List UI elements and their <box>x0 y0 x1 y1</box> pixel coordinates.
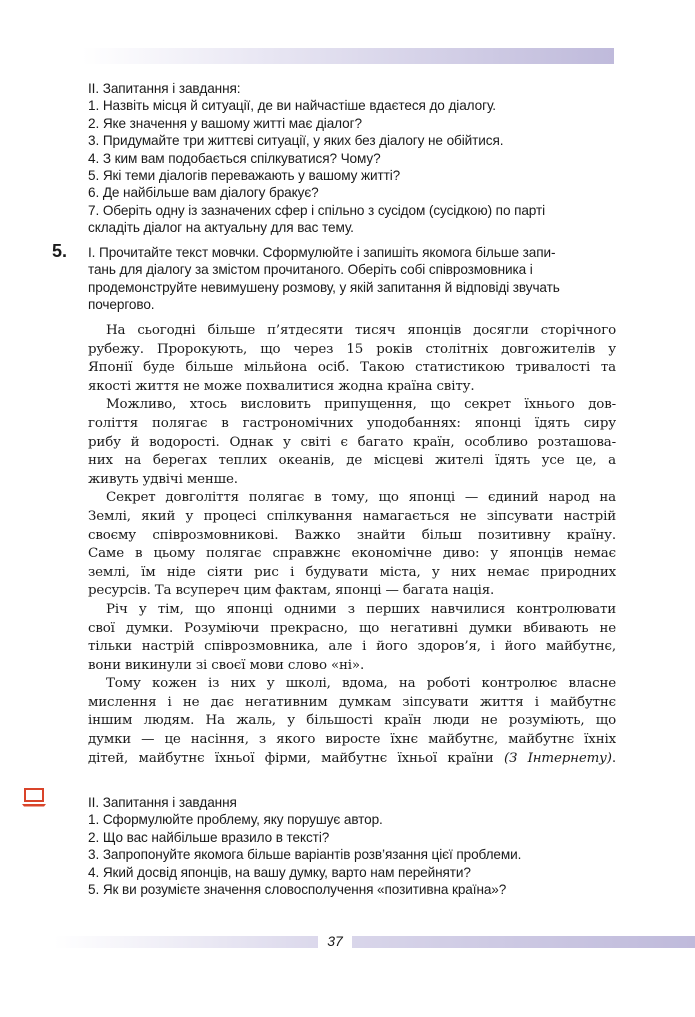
question-item: 4. Який досвід японців, на вашу думку, варто нам перейняти? <box>88 864 471 880</box>
instruction-line: I. Прочитайте текст мовчки. Сформулюйте і запишіть якомога більше запи- <box>88 245 556 260</box>
article-line: мислення і не дає негативним думкам зіпсувати життя і майбутнє <box>88 694 616 710</box>
article-line: свої думки. Розуміючи прекрасно, що негативні думки вбивають не <box>88 620 616 636</box>
article-line: ресурсів. Та всупереч цим фактам, японці — багата нація. <box>88 583 495 599</box>
question-item: 7. Оберіть одну із зазначених сфер і спільно з сусідом (сусідкою) по парті <box>88 202 546 218</box>
article-source: (З Інтернету) <box>503 750 612 766</box>
article-line: Японії буде більше мільйона осіб. Такою статистикою тривалості та <box>88 360 616 376</box>
article-line: землі, їм ніде сіяти рис і будувати міста, у них немає природних <box>88 564 616 580</box>
instruction-line: почергово. <box>88 297 155 313</box>
questions-heading: II. Запитання і завдання <box>88 795 237 810</box>
question-item: 5. Як ви розумієте значення словосполучення «позитивна країна»? <box>88 882 507 898</box>
article-line-text: дітей, майбутнє їхньої фірми, майбутнє їхньої країни <box>88 750 494 766</box>
task-5-instructions <box>88 244 616 314</box>
article-line: На сьогодні більше п’ятдесяти тисяч японців досягли сторічного <box>106 323 616 338</box>
article-text <box>88 322 616 768</box>
article-line: Тому кожен із них у школі, вдома, на роботі контролює власне <box>106 676 616 692</box>
question-item: 4. З ким вам подобається спілкуватися? Чому? <box>88 150 381 166</box>
article-line: Землі, який у процесі спілкування намагається не зіпсувати настрій <box>88 508 616 524</box>
article-line: рубежу. Пророкують, що через 15 років столітніх довгожителів у <box>88 341 616 357</box>
questions-block-1 <box>88 80 616 237</box>
article-line: думки — це насіння, з якого виросте їхнє майбутнє, майбутнє їхніх <box>88 732 616 748</box>
article-line: Можливо, хтось висловить припущення, що секрет їхнього дов- <box>106 397 616 413</box>
questions-block-2 <box>88 794 616 898</box>
article-line: тільки настрій співрозмовника, але і його здоров’я, і його майбутнє, <box>88 639 616 655</box>
footer-decorative-band <box>54 936 695 948</box>
task-number: 5. <box>52 241 68 261</box>
question-item-continuation: складіть діалог на актуальну для вас тему. <box>88 220 354 236</box>
question-item: 1. Сформулюйте проблему, яку порушує автор. <box>88 812 383 828</box>
question-item: 2. Що вас найбільше вразило в тексті? <box>88 829 330 845</box>
question-item: 5. Які теми діалогів переважають у вашому житті? <box>88 168 401 184</box>
article-last-line <box>88 750 616 769</box>
instruction-line: тань для діалогу за змістом прочитаного. Оберіть собі співрозмовника і <box>88 262 533 278</box>
article-line: живуть удвічі менше. <box>88 471 238 487</box>
article-line: них на берегах теплих океанів, де місцеві жителі їдять усе це, а <box>88 453 616 469</box>
article-line: Секрет довголіття полягає в тому, що японці — єдиний народ на <box>106 490 616 506</box>
article-line: Саме в цьому полягає справжнє економічне диво: у японців немає <box>88 546 616 562</box>
question-item: 3. Придумайте три життєві ситуації, у яких без діалогу не обійтися. <box>88 133 504 149</box>
article-line: вони викинули зі своєї мови слово «ні». <box>88 657 365 673</box>
question-item: 2. Яке значення у вашому житті має діалог? <box>88 115 362 131</box>
article-line: голіття полягає в гастрономічних уподобаннях: японці їдять сиру <box>88 415 616 431</box>
laptop-icon <box>20 786 48 808</box>
questions-heading: II. Запитання і завдання: <box>88 81 241 96</box>
question-item: 6. Де найбільше вам діалогу бракує? <box>88 185 319 201</box>
header-decorative-band <box>82 48 614 64</box>
page-number: 37 <box>318 930 352 952</box>
article-end-punct: . <box>611 750 616 766</box>
question-item: 1. Назвіть місця й ситуації, де ви найчастіше вдаєтеся до діалогу. <box>88 98 496 114</box>
article-line: Річ у тім, що японці одними з перших навчилися контролювати <box>106 601 616 617</box>
article-line: іншим людям. На жаль, у більшості країн люди не розуміють, що <box>88 713 616 729</box>
article-line: якості життя не може похвалитися жодна країна світу. <box>88 378 475 394</box>
question-item: 3. Запропонуйте якомога більше варіантів розв’язання цієї проблеми. <box>88 847 522 863</box>
instruction-line: продемонструйте невимушену розмову, у якій запитання й відповіді звучать <box>88 279 560 295</box>
article-line: своєму співрозмовникові. Важко знайти більш позитивну країну. <box>88 527 616 543</box>
article-line: рибу й водорості. Однак у світі є багато країн, особливо розташова- <box>88 434 616 450</box>
